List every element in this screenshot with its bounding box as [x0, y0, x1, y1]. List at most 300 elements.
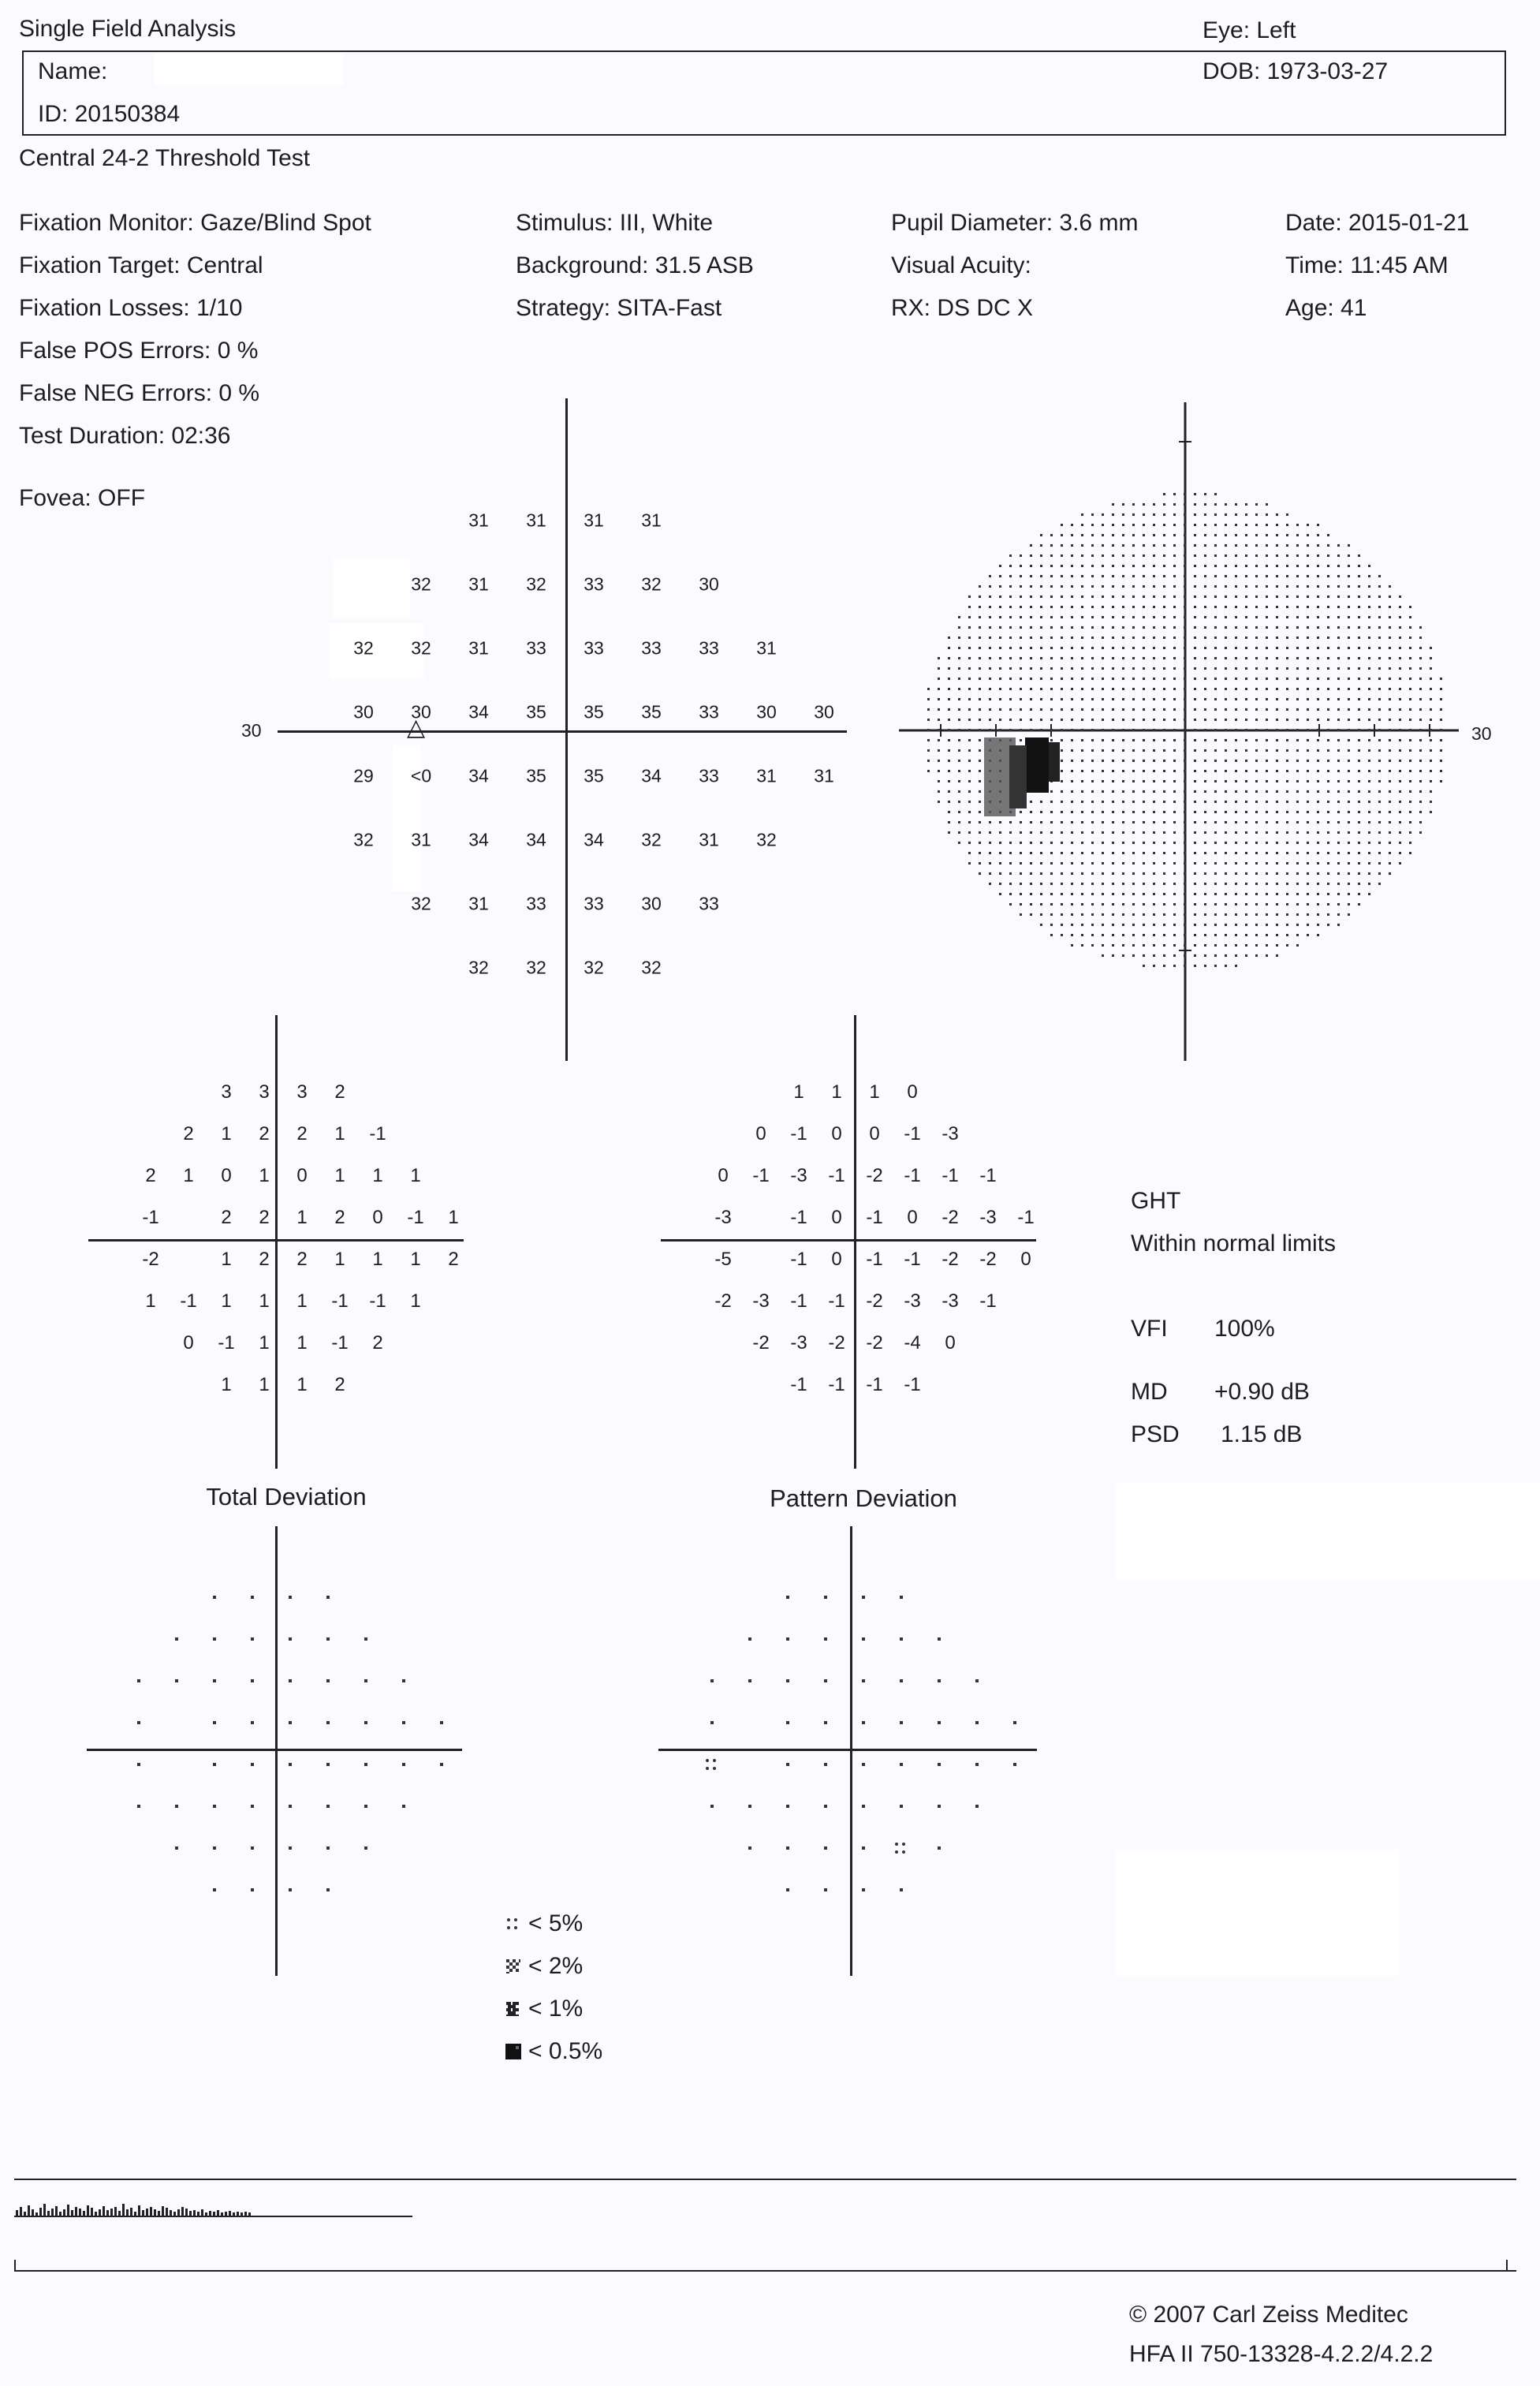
td-value: 2: [372, 1332, 383, 1354]
td-value: -2: [142, 1249, 159, 1270]
pd-value: -1: [828, 1165, 845, 1186]
normal-point: [900, 1721, 903, 1724]
td-value: 0: [372, 1207, 383, 1228]
copyright: © 2007 Carl Zeiss Meditec: [1129, 2302, 1408, 2328]
normal-point: [364, 1637, 367, 1641]
normal-point: [900, 1596, 903, 1599]
normal-point: [289, 1888, 292, 1891]
normal-point: [710, 1679, 714, 1682]
threshold-value: 32: [411, 573, 431, 595]
normal-point: [364, 1763, 367, 1766]
normal-point: [938, 1721, 941, 1724]
normal-point: [824, 1763, 827, 1766]
normal-point: [251, 1846, 254, 1850]
threshold-value: 31: [699, 829, 719, 850]
normal-point: [326, 1763, 330, 1766]
td-value: 3: [259, 1081, 270, 1103]
normal-point: [213, 1679, 216, 1682]
normal-point: [364, 1679, 367, 1682]
p2-icon: [505, 1958, 522, 1975]
normal-point: [862, 1637, 865, 1641]
pd-value: -1: [790, 1374, 807, 1395]
redacted-name: [154, 54, 343, 85]
threshold-value: 30: [641, 893, 662, 914]
normal-point: [175, 1805, 178, 1808]
normal-point: [786, 1596, 789, 1599]
normal-point: [786, 1846, 789, 1850]
normal-point: [786, 1637, 789, 1641]
threshold-value: 34: [468, 701, 489, 723]
threshold-value: 35: [526, 765, 546, 786]
normal-point: [251, 1721, 254, 1724]
gaze-left-tick: [14, 2260, 16, 2271]
td-value: 1: [221, 1290, 232, 1312]
normal-point: [824, 1721, 827, 1724]
normal-point: [748, 1846, 751, 1850]
legend-p05-label: < 0.5%: [528, 2038, 603, 2064]
param-col2-1: Background: 31.5 ASB: [516, 252, 754, 278]
normal-point: [137, 1805, 140, 1808]
threshold-value: <0: [410, 765, 432, 786]
td-value: 1: [372, 1165, 383, 1186]
redacted-area: [330, 623, 424, 678]
legend-p2-label: < 2%: [528, 1953, 584, 1979]
normal-point: [862, 1846, 865, 1850]
normal-point: [862, 1721, 865, 1724]
normal-point: [748, 1805, 751, 1808]
normal-point: [251, 1679, 254, 1682]
normal-point: [824, 1596, 827, 1599]
threshold-value: 31: [756, 637, 777, 659]
threshold-value: 35: [641, 701, 662, 723]
threshold-y-axis: [565, 398, 568, 1061]
normal-point: [364, 1846, 367, 1850]
normal-point: [402, 1763, 405, 1766]
pdp-x-axis: [658, 1749, 1037, 1751]
pd-value: 0: [869, 1123, 880, 1144]
model-version: HFA II 750-13328-4.2.2/4.2.2: [1129, 2341, 1434, 2367]
td-value: 2: [334, 1081, 345, 1103]
pd-value: -1: [904, 1249, 921, 1270]
td-value: 1: [221, 1123, 232, 1144]
threshold-value: 35: [584, 701, 604, 723]
threshold-value: 30: [353, 701, 374, 723]
legend-p05: [505, 2038, 602, 2065]
pd-x-axis: [661, 1239, 1036, 1242]
threshold-value: 32: [526, 957, 546, 978]
p5-icon: [893, 1839, 910, 1857]
param-col3-1: Visual Acuity:: [891, 252, 1031, 278]
td-value: 1: [296, 1332, 308, 1354]
legend-p1-label: < 1%: [528, 1996, 584, 2022]
normal-point: [289, 1637, 292, 1641]
pd-value: -3: [942, 1123, 959, 1144]
threshold-value: 32: [641, 957, 662, 978]
threshold-value: 33: [526, 637, 546, 659]
p5-icon: [703, 1756, 721, 1773]
normal-point: [137, 1679, 140, 1682]
pdp-y-axis: [850, 1526, 852, 1976]
normal-point: [862, 1805, 865, 1808]
param-col1-0: Fixation Monitor: Gaze/Blind Spot: [19, 210, 371, 236]
report-title: Single Field Analysis: [19, 16, 237, 42]
normal-point: [326, 1805, 330, 1808]
param-col2-2: Strategy: SITA-Fast: [516, 295, 722, 321]
param-col1-2: Fixation Losses: 1/10: [19, 295, 243, 321]
normal-point: [1013, 1721, 1016, 1724]
pd-value: 0: [907, 1207, 918, 1228]
pd-value: 1: [831, 1081, 842, 1103]
param-col1-6: Fovea: OFF: [19, 485, 146, 511]
threshold-value: 32: [641, 573, 662, 595]
normal-point: [326, 1637, 330, 1641]
td-value: 2: [259, 1207, 270, 1228]
threshold-value: 33: [584, 893, 604, 914]
normal-point: [326, 1846, 330, 1850]
threshold-value: 34: [468, 765, 489, 786]
td-y-axis: [275, 1015, 278, 1469]
normal-point: [213, 1846, 216, 1850]
pd-value: -1: [752, 1165, 770, 1186]
normal-point: [748, 1637, 751, 1641]
normal-point: [862, 1596, 865, 1599]
td-value: 1: [145, 1290, 156, 1312]
td-value: 2: [334, 1374, 345, 1395]
td-value: 2: [221, 1207, 232, 1228]
gaze-bottom-line: [14, 2270, 1516, 2272]
pd-value: -2: [942, 1249, 959, 1270]
normal-point: [824, 1888, 827, 1891]
td-value: 1: [296, 1374, 308, 1395]
threshold-value: 32: [526, 573, 546, 595]
param-col4-1: Time: 11:45 AM: [1285, 252, 1449, 278]
threshold-value: 30: [814, 701, 834, 723]
td-value: 0: [296, 1165, 308, 1186]
pd-value: 0: [718, 1165, 729, 1186]
normal-point: [900, 1637, 903, 1641]
param-col3-2: RX: DS DC X: [891, 295, 1034, 321]
td-value: 1: [183, 1165, 194, 1186]
pd-value: -1: [790, 1290, 807, 1312]
patient-dob: DOB: 1973-03-27: [1203, 58, 1389, 84]
threshold-axis-label-left: 30: [241, 720, 262, 741]
td-value: 1: [221, 1374, 232, 1395]
pd-value: -3: [790, 1332, 807, 1354]
normal-point: [289, 1805, 292, 1808]
td-value: 1: [410, 1290, 421, 1312]
pd-value: -1: [904, 1374, 921, 1395]
pd-value: -1: [979, 1290, 997, 1312]
threshold-value: 32: [411, 893, 431, 914]
threshold-value: 34: [468, 829, 489, 850]
normal-point: [364, 1805, 367, 1808]
td-value: -1: [369, 1123, 386, 1144]
legend-p2: [505, 1953, 583, 1980]
tdp-y-axis: [275, 1526, 278, 1976]
param-col1-5: Test Duration: 02:36: [19, 423, 231, 449]
normal-point: [900, 1763, 903, 1766]
vfi-value: 100%: [1214, 1316, 1275, 1342]
normal-point: [364, 1721, 367, 1724]
td-value: 1: [259, 1374, 270, 1395]
normal-point: [251, 1888, 254, 1891]
pd-value: -2: [714, 1290, 732, 1312]
p1-icon: [505, 2000, 522, 2018]
td-value: 1: [334, 1165, 345, 1186]
normal-point: [824, 1805, 827, 1808]
td-value: 2: [334, 1207, 345, 1228]
normal-point: [900, 1679, 903, 1682]
normal-point: [862, 1763, 865, 1766]
threshold-value: 34: [641, 765, 662, 786]
normal-point: [402, 1805, 405, 1808]
patient-id: ID: 20150384: [38, 101, 181, 127]
normal-point: [289, 1596, 292, 1599]
threshold-value: 32: [353, 829, 374, 850]
redacted-area: [1116, 1483, 1540, 1581]
pd-value: -2: [752, 1332, 770, 1354]
pd-value: -3: [752, 1290, 770, 1312]
td-value: 1: [259, 1290, 270, 1312]
threshold-value: 33: [584, 637, 604, 659]
td-value: 2: [448, 1249, 459, 1270]
normal-point: [710, 1721, 714, 1724]
threshold-value: 33: [699, 637, 719, 659]
td-value: 1: [448, 1207, 459, 1228]
pd-value: -1: [790, 1207, 807, 1228]
ght-label: GHT: [1131, 1188, 1181, 1214]
pd-value: -4: [904, 1332, 921, 1354]
test-name: Central 24-2 Threshold Test: [19, 145, 311, 171]
normal-point: [289, 1846, 292, 1850]
pd-value: -1: [828, 1290, 845, 1312]
normal-point: [440, 1763, 443, 1766]
pd-value: -1: [1017, 1207, 1035, 1228]
tdp-x-axis: [87, 1749, 462, 1751]
normal-point: [900, 1805, 903, 1808]
threshold-value: 32: [411, 637, 431, 659]
threshold-value: 32: [584, 957, 604, 978]
pd-value: 1: [793, 1081, 804, 1103]
pd-value: -1: [866, 1374, 883, 1395]
threshold-value: 33: [699, 765, 719, 786]
normal-point: [862, 1679, 865, 1682]
normal-point: [938, 1846, 941, 1850]
threshold-value: 33: [641, 637, 662, 659]
threshold-value: 31: [526, 510, 546, 531]
pd-value: -1: [790, 1249, 807, 1270]
td-value: -1: [331, 1290, 349, 1312]
normal-point: [1013, 1763, 1016, 1766]
normal-point: [175, 1637, 178, 1641]
normal-point: [786, 1721, 789, 1724]
patient-name-label: Name:: [38, 58, 108, 84]
legend-p5: [505, 1910, 583, 1937]
pd-value: -2: [866, 1290, 883, 1312]
redacted-area: [1116, 1850, 1400, 1976]
normal-point: [402, 1721, 405, 1724]
pd-value: -2: [942, 1207, 959, 1228]
threshold-value: 31: [641, 510, 662, 531]
pd-value: 1: [869, 1081, 880, 1103]
threshold-x-axis: [278, 730, 847, 733]
normal-point: [938, 1763, 941, 1766]
pd-value: -1: [942, 1165, 959, 1186]
threshold-value: 34: [584, 829, 604, 850]
normal-point: [938, 1679, 941, 1682]
gaze-tracking-graph: [14, 2194, 424, 2218]
normal-point: [175, 1846, 178, 1850]
normal-point: [326, 1596, 330, 1599]
threshold-value: 34: [526, 829, 546, 850]
pd-value: 0: [831, 1123, 842, 1144]
normal-point: [786, 1763, 789, 1766]
param-col1-4: False NEG Errors: 0 %: [19, 380, 260, 406]
pd-value: -3: [714, 1207, 732, 1228]
threshold-value: 31: [814, 765, 834, 786]
p05-icon: [505, 2043, 522, 2060]
normal-point: [862, 1888, 865, 1891]
pd-value: 0: [831, 1207, 842, 1228]
normal-point: [251, 1637, 254, 1641]
threshold-value: 35: [584, 765, 604, 786]
normal-point: [213, 1721, 216, 1724]
threshold-value: 31: [584, 510, 604, 531]
pd-value: -2: [866, 1332, 883, 1354]
normal-point: [251, 1805, 254, 1808]
normal-point: [975, 1805, 979, 1808]
td-value: 3: [296, 1081, 308, 1103]
pd-value: -5: [714, 1249, 732, 1270]
normal-point: [938, 1637, 941, 1641]
threshold-value: 35: [526, 701, 546, 723]
normal-point: [137, 1721, 140, 1724]
pd-value: -2: [979, 1249, 997, 1270]
normal-point: [824, 1679, 827, 1682]
normal-point: [251, 1596, 254, 1599]
threshold-value: 33: [699, 701, 719, 723]
normal-point: [326, 1679, 330, 1682]
threshold-value: 29: [353, 765, 374, 786]
normal-point: [213, 1763, 216, 1766]
pd-value: -1: [979, 1165, 997, 1186]
threshold-value: 32: [468, 957, 489, 978]
param-col1-1: Fixation Target: Central: [19, 252, 263, 278]
td-value: 3: [221, 1081, 232, 1103]
threshold-value: 31: [756, 765, 777, 786]
td-value: 1: [372, 1249, 383, 1270]
pd-value: -1: [790, 1123, 807, 1144]
pd-value: -3: [979, 1207, 997, 1228]
threshold-value: 32: [756, 829, 777, 850]
normal-point: [975, 1679, 979, 1682]
normal-point: [213, 1805, 216, 1808]
pd-value: -1: [904, 1165, 921, 1186]
td-value: 1: [296, 1207, 308, 1228]
ght-value: Within normal limits: [1131, 1230, 1337, 1256]
td-value: 1: [259, 1165, 270, 1186]
pd-value: -1: [866, 1207, 883, 1228]
pd-value: 0: [907, 1081, 918, 1103]
param-col4-2: Age: 41: [1285, 295, 1367, 321]
vfi-label: VFI: [1131, 1316, 1168, 1342]
td-value: 1: [410, 1249, 421, 1270]
p5-icon: [505, 1915, 522, 1932]
threshold-value: 31: [468, 573, 489, 595]
gaze-right-tick: [1506, 2260, 1508, 2271]
td-value: -1: [142, 1207, 159, 1228]
total-deviation-caption: Total Deviation: [206, 1483, 367, 1510]
normal-point: [402, 1679, 405, 1682]
normal-point: [175, 1679, 178, 1682]
legend-p5-label: < 5%: [528, 1910, 584, 1936]
redacted-area: [333, 558, 410, 618]
td-value: 1: [221, 1249, 232, 1270]
md-value: +0.90 dB: [1214, 1379, 1310, 1405]
pd-value: -1: [828, 1374, 845, 1395]
param-col1-3: False POS Errors: 0 %: [19, 338, 259, 364]
td-value: 2: [296, 1123, 308, 1144]
normal-point: [900, 1888, 903, 1891]
normal-point: [975, 1763, 979, 1766]
pd-value: -3: [942, 1290, 959, 1312]
td-value: 1: [296, 1290, 308, 1312]
td-value: 1: [334, 1249, 345, 1270]
td-value: -1: [331, 1332, 349, 1354]
pd-value: -2: [828, 1332, 845, 1354]
normal-point: [440, 1721, 443, 1724]
normal-point: [710, 1805, 714, 1808]
pd-value: -3: [904, 1290, 921, 1312]
td-value: -1: [218, 1332, 235, 1354]
threshold-value: 33: [584, 573, 604, 595]
grayscale-plot: [891, 398, 1506, 1069]
normal-point: [213, 1596, 216, 1599]
normal-point: [786, 1805, 789, 1808]
normal-point: [975, 1721, 979, 1724]
param-col3-0: Pupil Diameter: 3.6 mm: [891, 210, 1139, 236]
threshold-value: 30: [411, 701, 431, 723]
threshold-value: 32: [353, 637, 374, 659]
td-value: 0: [183, 1332, 194, 1354]
normal-point: [326, 1888, 330, 1891]
threshold-value: 32: [641, 829, 662, 850]
pd-value: -2: [866, 1165, 883, 1186]
normal-point: [213, 1637, 216, 1641]
pd-value: 0: [945, 1332, 956, 1354]
pattern-deviation-caption: Pattern Deviation: [770, 1484, 957, 1512]
td-value: 1: [410, 1165, 421, 1186]
td-value: 1: [334, 1123, 345, 1144]
param-col4-0: Date: 2015-01-21: [1285, 210, 1470, 236]
threshold-value: 30: [699, 573, 719, 595]
pd-value: -3: [790, 1165, 807, 1186]
pd-value: -1: [866, 1249, 883, 1270]
pd-value: 0: [1020, 1249, 1031, 1270]
pd-y-axis: [854, 1015, 856, 1469]
pd-value: 0: [831, 1249, 842, 1270]
td-value: -1: [369, 1290, 386, 1312]
normal-point: [938, 1805, 941, 1808]
threshold-value: 33: [699, 893, 719, 914]
legend-p1: [505, 1996, 583, 2022]
normal-point: [213, 1888, 216, 1891]
threshold-value: 31: [468, 893, 489, 914]
normal-point: [824, 1637, 827, 1641]
blind-spot-scotoma: [984, 737, 1060, 816]
td-value: 2: [259, 1123, 270, 1144]
md-label: MD: [1131, 1379, 1168, 1405]
